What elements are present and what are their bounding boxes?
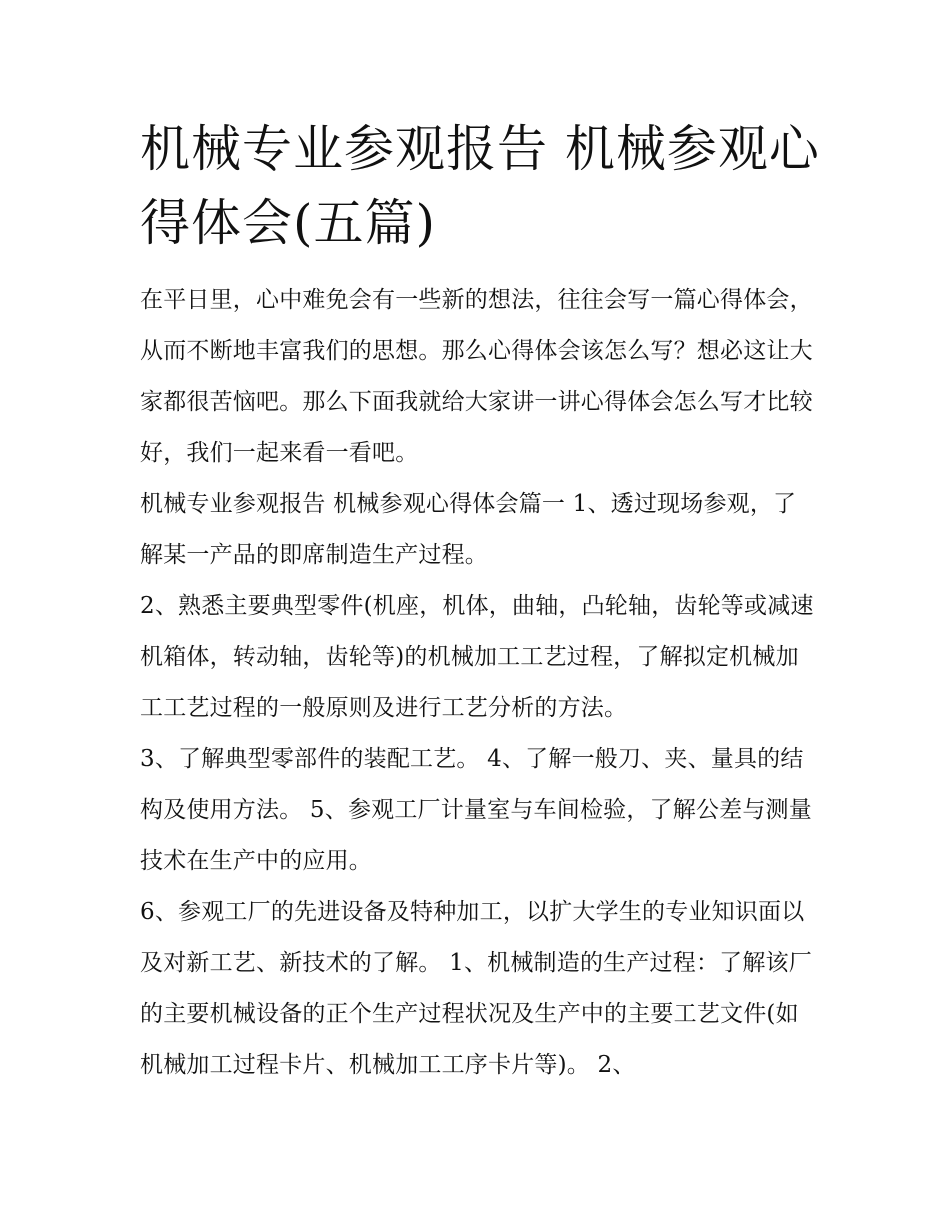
paragraph-item-2: 2、熟悉主要典型零件(机座，机体，曲轴，凸轮轴，齿轮等或减速机箱体，转动轴，齿轮等)的机械加工工艺过程，了解拟定机械加工工艺过程的一般原则及进行工艺分析的方法。 — [140, 593, 814, 721]
paragraph-items-3-5: 3、了解典型零部件的装配工艺。 4、了解一般刀、夹、量具的结构及使用方法。 5、参观工厂计量室与车间检验，了解公差与测量技术在生产中的应用。 — [140, 746, 812, 874]
paragraph-part-one: 机械专业参观报告 机械参观心得体会篇一 1、透过现场参观，了解某一产品的即席制造生产过程。 — [140, 491, 797, 568]
document-title: 机械专业参观报告 机械参观心得体会(五篇) — [140, 120, 820, 252]
document-body — [140, 275, 816, 1091]
paragraph-intro: 在平日里，心中难免会有一些新的想法，往往会写一篇心得体会，从而不断地丰富我们的思想。那么心得体会该怎么写？想必这让大家都很苦恼吧。那么下面我就给大家讲一讲心得体会怎么写才比较好，我们一起来看一看吧。 — [140, 287, 813, 466]
paragraph-item-6: 6、参观工厂的先进设备及特种加工，以扩大学生的专业知识面以及对新工艺、新技术的了解。 1、机械制造的生产过程：了解该厂的主要机械设备的正个生产过程状况及生产中的主要工艺文件(如机械加工过程卡片、机械加工工序卡片等)。 2、 — [140, 899, 812, 1078]
